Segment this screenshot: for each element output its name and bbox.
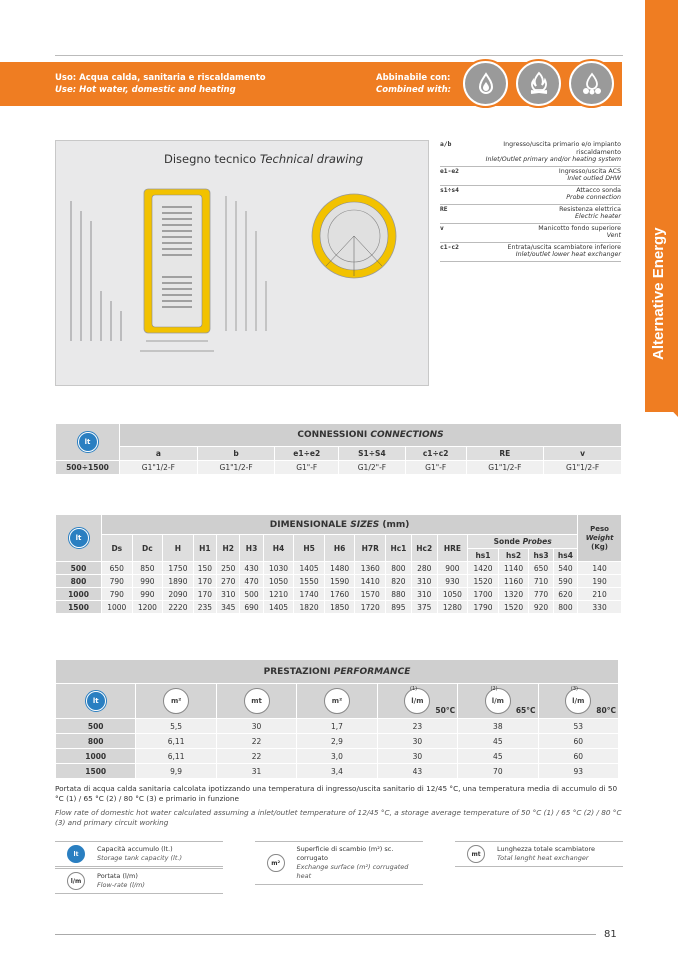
wood-fire-icon [514,59,563,108]
exchanger-icon: m² [163,688,189,714]
perf-title-row [56,660,619,684]
connection-col-header: RE [466,447,544,461]
perf-value: 93 [538,764,618,779]
perf-value: 3,0 [297,749,377,764]
size-value: 650 [102,562,133,575]
size-value: 140 [578,562,622,575]
legend-en: Electric heater [575,213,621,220]
sizes-title-row [56,515,622,535]
legend-value [470,141,621,164]
size-value: 800 [553,601,577,614]
perf-capacity-icon-cell [56,684,136,719]
weight-header [578,515,622,562]
connection-value: G1"-F [275,461,339,475]
size-value: 1760 [324,588,355,601]
connections-table [55,423,622,475]
table-row [56,749,619,764]
perf-value: 60 [538,734,618,749]
perf-row-label: 1000 [56,749,136,764]
temperature-note: (1) [410,686,418,692]
size-col-header: Dc [132,535,163,562]
sizes-title [102,515,578,535]
legend-it: Manicotto fondo superiore [538,224,621,232]
drawing-title [164,152,363,166]
legend-row [440,167,621,186]
size-value: 1000 [102,601,133,614]
legend-en: Probe connection [566,194,621,201]
performance-title-en: PERFORMANCE [333,666,411,677]
connections-title [120,424,622,447]
size-value: 1360 [355,562,386,575]
connection-value: G1"-F [405,461,466,475]
size-value: 310 [217,588,240,601]
size-value: 690 [240,601,263,614]
legend-row [440,205,621,224]
size-value: 280 [411,562,437,575]
weight-unit: (Kg) [591,542,608,551]
performance-title-it: PRESTAZIONI [263,666,331,677]
size-col-header: H [163,535,194,562]
perf-value: 38 [458,719,538,734]
perf-value: 3,4 [297,764,377,779]
drawing-title-en: Technical drawing [259,152,364,166]
size-col-header: H2 [217,535,240,562]
shower-flow-icon: l/m [485,688,511,714]
key-capacity [55,841,223,867]
perf-value: 2,9 [297,734,377,749]
size-value: 800 [386,562,412,575]
legend-en: Inlet/outlet lower heat exchanger [515,251,621,258]
size-value: 1320 [498,588,529,601]
connection-value: G1"1/2-F [544,461,622,475]
table-row [56,719,619,734]
side-tab-label: Alternative Energy [650,227,667,360]
size-col-header: Hc1 [386,535,412,562]
table-row [56,575,622,588]
perf-icon-row [56,684,619,719]
legend-it: Entrata/uscita scambiatore inferiore [507,243,621,251]
size-value: 1700 [468,588,499,601]
size-value: 430 [240,562,263,575]
key-flow [55,868,223,894]
exchanger-icon: mt [244,688,270,714]
table-row [56,562,622,575]
temperature-label: 80°C [596,706,616,715]
size-value: 1405 [263,601,294,614]
size-value: 920 [529,601,553,614]
key-surface-icon: m² [267,854,285,872]
key-length [455,841,623,867]
sizes-title-it: DIMENSIONALE [269,519,348,530]
temperature-note: (3) [570,686,578,692]
size-row-label: 800 [56,575,102,588]
size-value: 1570 [355,588,386,601]
size-value: 1890 [163,575,194,588]
exchanger-icon: m² [324,688,350,714]
size-value: 500 [240,588,263,601]
perf-value: 9,9 [136,764,216,779]
size-value: 1590 [324,575,355,588]
key-flow-it: Portata (l/m) [97,872,138,880]
legend-it: Ingresso/uscita primario e/o impianto riscaldamento [503,141,621,156]
perf-value: 43 [377,764,457,779]
legend-key: v [440,224,444,232]
size-value: 990 [132,588,163,601]
capacity-icon-cell [56,424,120,461]
technical-drawing-panel [55,140,429,386]
size-value: 1850 [324,601,355,614]
size-value: 1160 [498,575,529,588]
size-value: 375 [411,601,437,614]
use-en: Use: Hot water, domestic and heating [55,85,236,95]
size-value: 1520 [468,575,499,588]
shower-flow-icon: l/m [565,688,591,714]
probe-col-header: hs1 [468,549,499,562]
key-capacity-icon: lt [67,845,85,863]
size-col-header: Ds [102,535,133,562]
use-description [55,72,266,96]
perf-value: 22 [216,734,296,749]
key-flow-icon: l/m [67,872,85,890]
key-capacity-en: Storage tank capacity (lt.) [97,854,182,862]
connection-col-header: a [120,447,198,461]
legend-value [470,206,621,221]
size-value: 270 [217,575,240,588]
top-rule [55,55,623,56]
size-value: 1750 [163,562,194,575]
size-row-label: 1000 [56,588,102,601]
perf-icon-cell [377,684,457,719]
perf-icon-cell [458,684,538,719]
size-row-label: 500 [56,562,102,575]
size-row-label: 1500 [56,601,102,614]
size-value: 1820 [294,601,325,614]
size-value: 1210 [263,588,294,601]
size-value: 330 [578,601,622,614]
table-row [56,601,622,614]
key-length-icon: mt [467,845,485,863]
perf-value: 1,7 [297,719,377,734]
legend-en: Vent [606,232,621,239]
size-value: 1405 [294,562,325,575]
size-value: 170 [193,575,216,588]
size-value: 710 [529,575,553,588]
size-value: 930 [437,575,468,588]
drawing-title-it: Disegno tecnico [164,152,257,166]
size-value: 1790 [468,601,499,614]
size-value: 170 [193,588,216,601]
size-value: 1480 [324,562,355,575]
probes-it: Sonde [493,537,521,546]
key-flow-en: Flow-rate (l/m) [97,881,145,889]
temperature-label: 50°C [435,706,456,715]
key-length-it: Lunghezza totale scambiatore [497,845,596,853]
size-value: 1740 [294,588,325,601]
key-surface [255,841,423,885]
perf-value: 6,11 [136,734,216,749]
perf-value: 45 [458,749,538,764]
size-value: 770 [529,588,553,601]
temperature-note: (2) [490,686,498,692]
sizes-unit: (mm) [382,519,410,530]
size-value: 620 [553,588,577,601]
probes-header [468,535,578,549]
connection-value: G1"1/2-F [197,461,275,475]
size-value: 345 [217,601,240,614]
capacity-icon: lt [77,431,99,453]
legend-key: a/b [440,141,452,148]
perf-value: 30 [216,719,296,734]
probe-col-header: hs4 [553,549,577,562]
weight-it: Peso [590,524,609,533]
performance-table [55,659,619,779]
legend-value [470,187,621,202]
connections-title-en: CONNECTIONS [370,430,444,440]
capacity-icon: lt [68,527,90,549]
key-length-en: Total lenght heat exchanger [497,854,589,862]
table-row [56,764,619,779]
connection-value: G1"1/2-F [120,461,198,475]
size-value: 880 [386,588,412,601]
size-col-header: H7R [355,535,386,562]
size-value: 895 [386,601,412,614]
perf-value: 70 [458,764,538,779]
page-number: 81 [604,929,617,940]
gas-boiler-icon [461,59,510,108]
connection-col-header: S1÷S4 [339,447,406,461]
legend-value [470,168,621,183]
size-value: 1720 [355,601,386,614]
size-value: 540 [553,562,577,575]
legend-it: Attacco sonda [576,186,621,194]
size-col-header: H3 [240,535,263,562]
perf-row-label: 500 [56,719,136,734]
connection-col-header: e1÷e2 [275,447,339,461]
size-value: 590 [553,575,577,588]
legend-key: RE [440,205,448,213]
size-value: 1410 [355,575,386,588]
note-it: Portata di acqua calda sanitaria calcolata ipotizzando una temperatura di ingresso/uscita sanitario di 12/45 °C, una temperatura media di accumulo di 50 °C (1) / 65 °C (2) / 80 °C (3) e primario in funzione [55,784,618,803]
legend-it: Ingresso/uscita ACS [558,167,621,175]
use-it: Uso: Acqua calda, sanitaria e riscaldamento [55,73,266,83]
size-value: 900 [437,562,468,575]
size-value: 1420 [468,562,499,575]
probe-col-header: hs3 [529,549,553,562]
size-col-header: Hc2 [411,535,437,562]
technical-drawing [56,141,430,387]
connection-col-header: b [197,447,275,461]
size-value: 1050 [437,588,468,601]
key-surface-en: Exchange surface (m²) corrugated heat [296,863,409,880]
perf-value: 30 [377,749,457,764]
size-value: 310 [411,588,437,601]
perf-value: 53 [538,719,618,734]
connection-value: G1"1/2-F [466,461,544,475]
legend-en: Inlet outled DHW [567,175,621,182]
perf-value: 5,5 [136,719,216,734]
size-value: 820 [386,575,412,588]
note-en: Flow rate of domestic hot water calculated assuming a inlet/outlet temperature of 12/45 °C, a storage average temperature of 50 °C (1) / 65 °C (2) / 80 °C (3) and primary circuit working [55,808,622,827]
legend-value [470,225,621,240]
perf-value: 60 [538,749,618,764]
size-col-header: H1 [193,535,216,562]
perf-icon-cell [216,684,296,719]
sizes-table [55,514,622,614]
probes-en: Probes [522,537,552,546]
drawing-legend [440,140,621,262]
weight-en: Weight [585,533,614,542]
perf-value: 6,11 [136,749,216,764]
temperature-label: 65°C [515,706,536,715]
perf-value: 31 [216,764,296,779]
combined-en: Combined with: [376,85,452,95]
footer-rule [55,934,596,935]
legend-key: c1-c2 [440,243,459,251]
size-value: 790 [102,588,133,601]
probe-col-header: hs2 [498,549,529,562]
legend-row [440,186,621,205]
sizes-icon-cell [56,515,102,562]
size-value: 850 [132,562,163,575]
size-value: 250 [217,562,240,575]
perf-value: 30 [377,734,457,749]
perf-icon-cell [538,684,618,719]
table-row [56,588,622,601]
sizes-col-row [56,535,622,549]
side-tab-tip [645,382,678,417]
size-col-header: H4 [263,535,294,562]
size-value: 1550 [294,575,325,588]
size-value: 1050 [263,575,294,588]
size-value: 2090 [163,588,194,601]
legend-row [440,224,621,243]
connection-col-header: v [544,447,622,461]
legend-it: Resistenza elettrica [559,205,621,213]
legend-en: Inlet/Outlet primary and/or heating system [485,156,621,163]
capacity-icon: lt [85,690,107,712]
legend-key: s1÷s4 [440,186,459,194]
performance-title [56,660,619,684]
size-col-header: H5 [294,535,325,562]
key-surface-it: Superficie di scambio (m²) sc. corrugato [296,845,394,862]
size-value: 235 [193,601,216,614]
perf-value: 22 [216,749,296,764]
connections-title-it: CONNESSIONI [297,430,368,440]
perf-icon-cell [297,684,377,719]
size-col-header: HRE [437,535,468,562]
size-value: 310 [411,575,437,588]
size-value: 210 [578,588,622,601]
legend-row [440,243,621,262]
legend-row [440,140,621,167]
combined-with-label [376,72,451,96]
size-value: 190 [578,575,622,588]
size-value: 1140 [498,562,529,575]
connection-col-header: c1÷c2 [405,447,466,461]
size-value: 1200 [132,601,163,614]
size-col-header: H6 [324,535,355,562]
connection-row-label: 500÷1500 [56,461,120,475]
combined-it: Abbinabile con: [376,73,451,83]
legend-value [470,244,621,259]
legend-key: e1-e2 [440,167,459,175]
size-value: 150 [193,562,216,575]
perf-icon-cell [136,684,216,719]
size-value: 2220 [163,601,194,614]
key-capacity-it: Capacità accumulo (lt.) [97,845,173,853]
size-value: 1520 [498,601,529,614]
size-value: 790 [102,575,133,588]
sizes-title-en: SIZES [350,519,380,530]
heat-pump-icon [567,59,616,108]
size-value: 470 [240,575,263,588]
perf-row-label: 800 [56,734,136,749]
size-value: 1280 [437,601,468,614]
size-value: 1030 [263,562,294,575]
size-value: 990 [132,575,163,588]
shower-flow-icon: l/m [404,688,430,714]
perf-value: 23 [377,719,457,734]
table-row [56,734,619,749]
perf-row-label: 1500 [56,764,136,779]
perf-value: 45 [458,734,538,749]
connection-value: G1/2"-F [339,461,406,475]
size-value: 650 [529,562,553,575]
